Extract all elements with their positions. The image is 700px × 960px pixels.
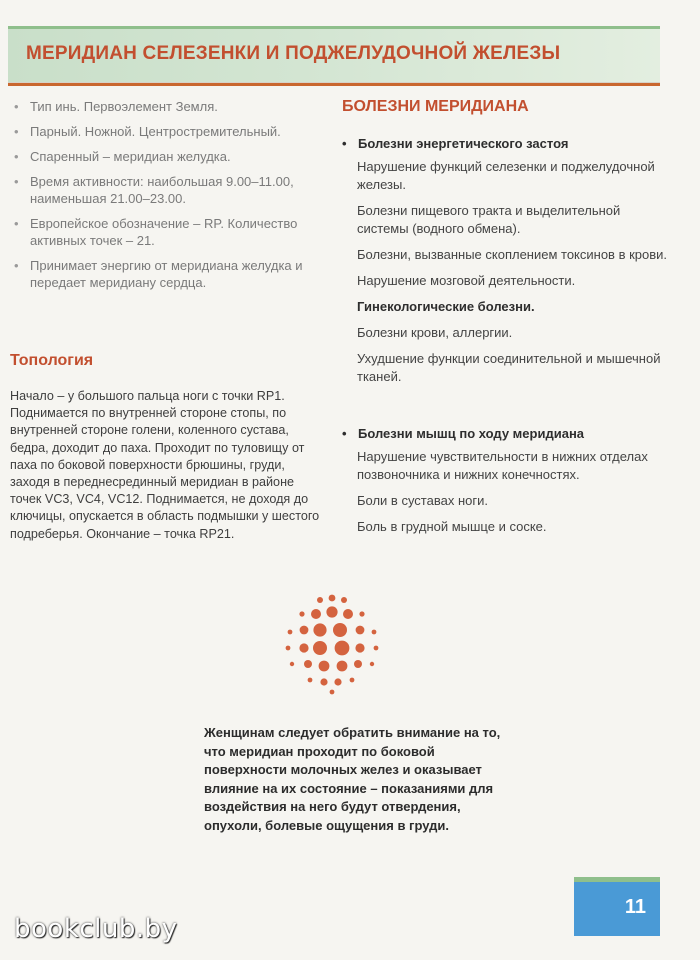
disease-group-energy [340, 136, 670, 386]
diseases-column [340, 98, 670, 544]
disease-item: Болезни крови, аллергии. [357, 325, 513, 340]
watermark: bookclub.by [14, 914, 178, 944]
diseases-title: БОЛЕЗНИ МЕРИДИАНА [342, 98, 529, 115]
property-item: • Тип инь. Первоэлемент Земля. [8, 98, 326, 115]
properties-list [8, 98, 326, 291]
disease-item: Гинекологические болезни. [357, 299, 535, 314]
disease-item: Нарушение функций селезенки и поджелудочной железы. [357, 159, 655, 192]
decorative-dots-icon [280, 592, 384, 696]
chapter-header-band [8, 26, 660, 82]
disease-item: Нарушение чувствительности в нижних отделах позвоночника и нижних конечностях. [357, 449, 648, 482]
property-item: • Принимает энергию от меридиана желудка и передает меридиану сердца. [8, 257, 326, 291]
disease-group-muscles [340, 426, 670, 536]
property-item: • Время активности: наибольшая 9.00–11.00, наименьшая 21.00–23.00. [8, 173, 326, 207]
properties-column [8, 98, 326, 299]
disease-item: Болезни, вызванные скоплением токсинов в крови. [357, 247, 668, 262]
topology-title: Топология [10, 352, 94, 369]
property-item: • Парный. Ножной. Центростремительный. [8, 123, 326, 140]
disease-item: Болезни пищевого тракта и выделительной системы (водного обмена). [357, 203, 621, 236]
disease-item: Боли в суставах ноги. [357, 493, 488, 508]
disease-item: Боль в грудной мышце и соске. [357, 519, 547, 534]
topology-text: Начало – у большого пальца ноги с точки RP1. Поднимается по внутренней стороне стопы, по внутренней стороне голени, коленного сустава, бедра, доходит до паха. Проходит по туловищу от паха по боковой поверхности брюшины, груди, заходя в переднесрединный меридиан в районе точек VC3, VC4, VC12. Поднимается, не доходя до ключицы, опускается в область подмышки у шестого подреберья. Окончание – точка RP21. [10, 389, 320, 541]
page-number-tab [574, 882, 660, 936]
page-number: 11 [624, 896, 646, 918]
disease-group-title: • Болезни энергетического застоя [340, 136, 670, 151]
disease-item: Ухудшение функции соединительной и мышечной тканей. [357, 351, 661, 384]
disease-group-items [340, 448, 670, 536]
disease-item: Нарушение мозговой деятельности. [357, 273, 576, 288]
chapter-title: МЕРИДИАН СЕЛЕЗЕНКИ И ПОДЖЕЛУДОЧНОЙ ЖЕЛЕЗЫ [26, 43, 561, 64]
disease-group-title: • Болезни мышц по ходу меридиана [340, 426, 670, 441]
disease-group-items [340, 158, 670, 386]
property-item: • Спаренный – меридиан желудка. [8, 148, 326, 165]
note-text: Женщинам следует обратить внимание на то, что меридиан проходит по боковой поверхности молочных желез и оказывает влияние на их состояние – показаниями для воздействия на него будут отвердения, опухоли, болевые ощущения в груди. [204, 725, 501, 833]
dots-group [286, 595, 379, 695]
property-item: • Европейское обозначение – RP. Количество активных точек – 21. [8, 215, 326, 249]
